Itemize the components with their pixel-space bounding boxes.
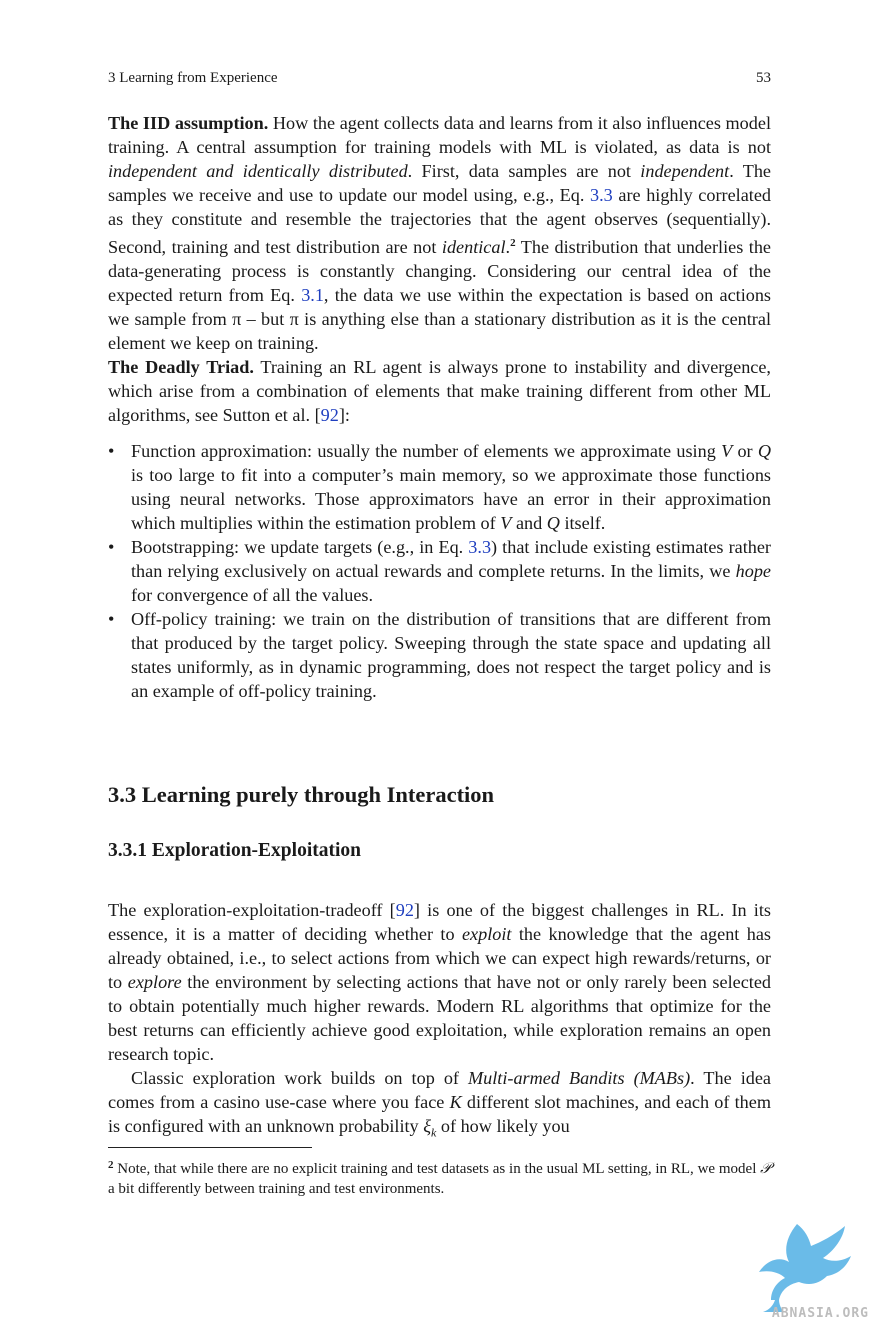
subsection-heading: 3.3.1 Exploration-Exploitation bbox=[108, 840, 361, 861]
list-item-bootstrapping: • Bootstrapping: we update targets (e.g., in Eq. 3.3) that include existing estimates rather than relying exclusively on actual rewards and complete returns. In the limits, we hope for convergence of all the values. bbox=[108, 535, 771, 607]
exploration-paragraph: The exploration-exploitation-tradeoff [92] is one of the biggest challenges in RL. In its essence, it is a matter of deciding whether to exploit the knowledge that the agent has already obtained, i.e., to select actions from which we can expect high rewards/returns, or to explore the environment by selecting actions that have not or only rarely been selected to obtain potentially much higher rewards. Modern RL algorithms that optimize for the best returns can efficiently achieve good exploitation, while exploration remains an open research topic. bbox=[108, 900, 771, 1064]
equation-ref-3-1[interactable]: 3.1 bbox=[301, 285, 324, 305]
iid-label: The IID assumption. bbox=[108, 113, 269, 133]
watermark-text: ABNASIA.ORG bbox=[771, 1306, 869, 1321]
deadly-triad-paragraph: The Deadly Triad. Training an RL agent is always prone to instability and divergence, which arise from a combination of elements that make training different from other ML algorithms, see Sutton et al. [92]: bbox=[108, 357, 771, 425]
footnote-number: 2 bbox=[108, 1159, 114, 1171]
main-column bbox=[108, 111, 771, 703]
iid-paragraph: The IID assumption. How the agent collects data and learns from it also influences model training. A central assumption for training models with ML is violated, as data is not independent and identically distributed. First, data samples are not independent. The samples we receive and use to update our model using, e.g., Eq. 3.3 are highly correlated as they constitute and resemble the trajectories that the agent observes (sequentially). Second, training and test distribution are not identical.$^2$ The distribution that underlies the data-generating process is constantly changing. Considering our central idea of the expected return from Eq. 3.1, the data we use within the expectation is based on actions we sample from π – but π is anything else than a stationary distribution as it is the central element we keep on training. bbox=[108, 113, 772, 353]
watermark-logo bbox=[739, 1216, 869, 1321]
list-item-off-policy: • Off-policy training: we train on the distribution of transitions that are different from that produced by the target policy. Sweeping through the state space and updating all states uniformly, as in dynamic programming, does not respect the target policy and is an example of off-policy training. bbox=[108, 607, 771, 703]
list-item-function-approximation: • Function approximation: usually the number of elements we approximate using V or Q is too large to fit into a computer’s main memory, so we approximate those functions using neural networks. Those approximators have an error in their approximation which multiplies within the estimation problem of V and Q itself. bbox=[108, 439, 771, 535]
citation-92[interactable]: 92 bbox=[320, 405, 339, 425]
footnote: $^2$ Note, that while there are no explicit training and test datasets as in the usual ML setting, in RL, we model 𝒫 a bit differently between training and test environments. bbox=[108, 1159, 771, 1197]
equation-ref-3-3[interactable]: 3.3 bbox=[468, 537, 492, 557]
equation-ref-3-3[interactable]: 3.3 bbox=[590, 185, 613, 205]
citation-92[interactable]: 92 bbox=[395, 900, 414, 920]
page-number: 53 bbox=[756, 70, 771, 86]
chapter-title: 3 Learning from Experience bbox=[108, 70, 278, 86]
section-heading: 3.3 Learning purely through Interaction bbox=[108, 782, 495, 807]
bandits-paragraph: Classic exploration work builds on top of Multi-armed Bandits (MABs). The idea comes from a casino use-case where you face K different slot machines, and each of them is configured with an unknown probability $\xi_k$ of how likely you bbox=[108, 1068, 771, 1140]
triad-list bbox=[108, 439, 771, 703]
footnote-marker[interactable]: 2 bbox=[510, 237, 516, 249]
footnote-divider bbox=[108, 1147, 312, 1148]
section-body bbox=[108, 898, 771, 1145]
triad-label: The Deadly Triad. bbox=[108, 357, 254, 377]
running-head bbox=[108, 70, 771, 87]
